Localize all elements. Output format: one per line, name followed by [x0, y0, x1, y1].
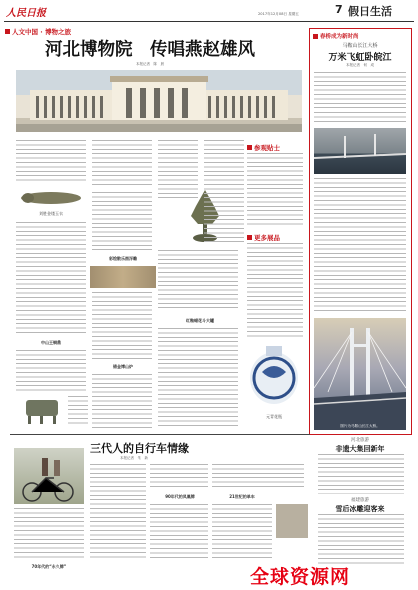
sidebar-item-title: 雪后冰雕迎客来 [335, 505, 385, 513]
body-text-block [16, 140, 86, 184]
section-tag-marker [5, 29, 10, 34]
red-bowl-caption: 红釉蜡花斗大罐 [186, 318, 214, 323]
visit-tips-header [247, 143, 280, 152]
body-text-block [150, 464, 208, 490]
sidebar-label-text: 春桥成为新时尚 [320, 34, 359, 40]
sidebar-text [314, 112, 406, 124]
sidebar-title: 万米飞虹卧皖江 [328, 53, 392, 63]
mural-photo [90, 266, 156, 288]
zhongshan-bronze-caption: 中山王铜鼎 [41, 340, 61, 345]
body-text-block [92, 140, 152, 188]
section-title: 假日生活 [348, 5, 392, 18]
subhead-21st-century: 21世纪的单车 [229, 494, 255, 499]
body-text-block [92, 374, 152, 430]
jade-suit-caption: 刘胜金缕玉衣 [39, 211, 63, 216]
more-exhibits-header [247, 233, 280, 242]
sidebar-item-text [318, 454, 404, 494]
mural-caption: 彩绘散乐图浮雕 [109, 256, 137, 261]
sidebar-item-kicker: 福建旅游 [351, 498, 369, 503]
date-line: 2017年12月08日 星期五 [258, 12, 299, 16]
visit-tips-text [247, 153, 303, 227]
body-text-block [212, 464, 304, 490]
body-text-block [14, 508, 84, 560]
main-byline: 本报记者 陈 晨 [136, 62, 164, 66]
body-text-block [90, 464, 146, 560]
sidebar-item-kicker: 河北旅游 [351, 438, 369, 443]
sidebar-intro-text [314, 72, 406, 108]
bridge-photo-caption: 图片为马鞍山长江大桥。 [340, 424, 380, 428]
body-text-block [16, 350, 86, 394]
blue-jar-caption: 元青花瓶 [266, 414, 282, 419]
visit-tips-label: 参观贴士 [254, 144, 280, 152]
section-tag [5, 27, 71, 36]
body-text-block [204, 140, 244, 244]
sidebar-item-title: 非遗大集回新年 [335, 445, 385, 453]
more-exhibits-marker [247, 235, 252, 240]
bike-share-photo [276, 504, 308, 538]
ding-vessel-photo [20, 396, 64, 426]
second-story-title: 三代人的自行车情缘 [90, 442, 189, 455]
sidebar-kicker: 马鞍山长江大桥 [342, 43, 378, 49]
more-exhibits-text [247, 243, 303, 339]
body-text-block [92, 192, 152, 252]
jade-suit-photo [18, 186, 84, 210]
blue-jar-photo [244, 342, 304, 412]
sidebar-label-marker [313, 34, 318, 39]
sidebar-label [313, 32, 359, 40]
page-number: 7 [335, 3, 343, 16]
body-text-block [150, 504, 208, 558]
sidebar-byline: 本报记者 何 成 [346, 63, 374, 67]
more-exhibits-label: 更多展品 [254, 234, 280, 242]
second-story-byline: 本报记者 朱 新 [120, 456, 148, 460]
page-headline: 河北博物院 传唱燕赵雄风 [45, 40, 255, 60]
visit-tips-marker [247, 145, 252, 150]
story-divider [10, 434, 310, 435]
body-text-block [68, 396, 88, 426]
body-text-block [158, 328, 238, 428]
bicycle-photo-caption: 70年代的“永久牌” [31, 564, 67, 569]
body-text-block [212, 504, 272, 558]
incense-burner-caption: 错金博山炉 [113, 364, 133, 369]
museum-photo [16, 70, 302, 132]
body-text-block [92, 292, 152, 360]
newspaper-logo: 人民日报 [6, 8, 46, 19]
masthead-rule [4, 21, 414, 22]
watermark: 全球资源网 [250, 566, 351, 588]
section-tag-label: 人文中国 · 博物之旅 [12, 28, 71, 36]
sidebar-body-text [314, 178, 406, 314]
bicycle-photo [14, 448, 84, 504]
subhead-90s: 90年代的凤凰牌 [165, 494, 195, 499]
bridge-photo-top [314, 128, 406, 174]
sidebar-item-text [318, 514, 404, 564]
museum-building-illustration [16, 70, 302, 132]
body-text-block [158, 250, 238, 308]
bridge-photo-bottom [314, 318, 406, 430]
